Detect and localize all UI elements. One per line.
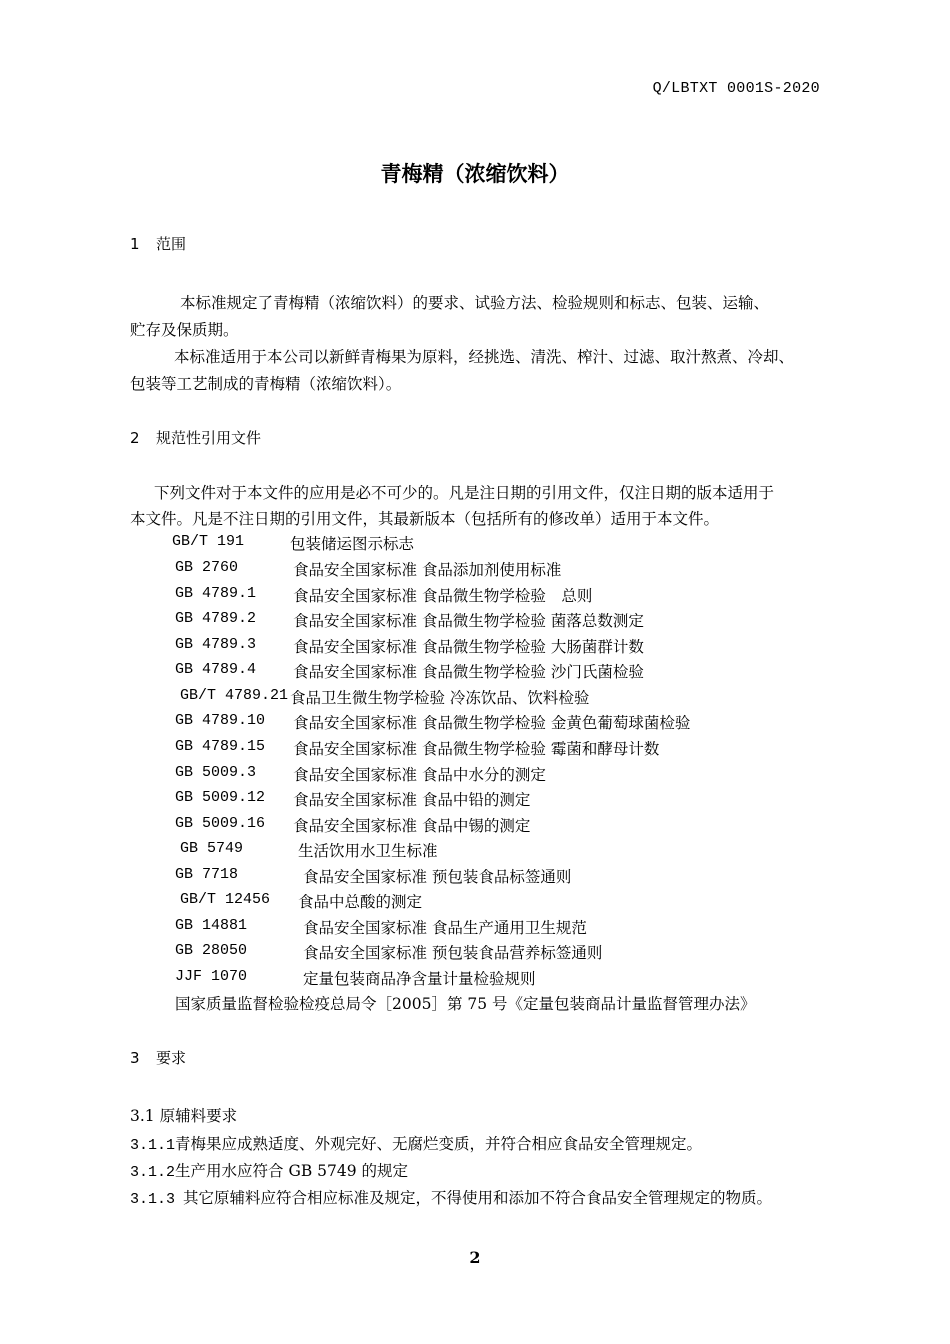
reference-title: 食品安全国家标准 食品中水分的测定 (293, 766, 546, 784)
scope-paragraph-2-line-1: 本标准适用于本公司以新鲜青梅果为原料，经挑选、清洗、榨汁、过滤、取汁熬煮、冷却、 (174, 348, 795, 366)
reference-title: 食品安全国家标准 食品中锡的测定 (293, 817, 531, 835)
scope-paragraph-2-line-2: 包装等工艺制成的青梅精（浓缩饮料）。 (130, 375, 402, 393)
reference-title: 食品安全国家标准 食品微生物学检验 霉菌和酵母计数 (293, 740, 660, 758)
requirement-text: 青梅果应成熟适度、外观完好、无腐烂变质，并符合相应食品安全管理规定。 (175, 1135, 703, 1153)
reference-code: GB 2760 (175, 559, 239, 576)
requirement-text: 其它原辅料应符合相应标准及规定，不得使用和添加不符合食品安全管理规定的物质。 (183, 1189, 773, 1207)
reference-title: 食品卫生微生物学检验 冷冻饮品、饮料检验 (290, 689, 590, 707)
reference-code: GB 4789.1 (175, 585, 257, 602)
reference-code: GB 5009.3 (175, 764, 257, 781)
requirement-3-1-2 (130, 1159, 408, 1181)
reference-decree: 国家质量监督检验检疫总局令［2005］第 75 号《定量包装商品计量监督管理办法》 (175, 995, 756, 1013)
reference-title: 食品安全国家标准 食品微生物学检验 金黄色葡萄球菌检验 (293, 714, 691, 732)
section-2-title: 规范性引用文件 (156, 429, 262, 447)
requirement-3-1-1 (130, 1132, 702, 1154)
section-2-heading (130, 427, 261, 448)
reference-title: 食品安全国家标准 食品添加剂使用标准 (293, 561, 562, 579)
reference-code: GB 7718 (175, 866, 239, 883)
subsection-3-1-heading: 3.1 原辅料要求 (130, 1107, 238, 1125)
section-1-number: 1 (130, 235, 140, 253)
reference-title: 食品安全国家标准 食品微生物学检验 大肠菌群计数 (293, 638, 644, 656)
reference-code: GB/T 191 (172, 533, 245, 550)
reference-title: 包装储运图示标志 (290, 535, 415, 553)
reference-code: GB/T 12456 (180, 891, 271, 908)
section-1-title: 范围 (156, 235, 187, 253)
references-intro-line-1: 下列文件对于本文件的应用是必不可少的。凡是注日期的引用文件，仅注日期的版本适用于 (154, 484, 775, 502)
scope-paragraph-1-line-1: 本标准规定了青梅精（浓缩饮料）的要求、试验方法、检验规则和标志、包装、运输、 (180, 294, 770, 312)
reference-code: GB 4789.10 (175, 712, 266, 729)
reference-code: GB 4789.4 (175, 661, 257, 678)
reference-title: 食品安全国家标准 预包装食品营养标签通则 (303, 944, 603, 962)
reference-title: 定量包装商品净含量计量检验规则 (303, 970, 536, 988)
scope-paragraph-1-line-2: 贮存及保质期。 (130, 321, 239, 339)
requirement-3-1-3 (130, 1186, 772, 1208)
reference-title: 食品安全国家标准 食品微生物学检验 总则 (293, 587, 593, 605)
reference-code: GB 14881 (175, 917, 248, 934)
reference-code: GB 4789.3 (175, 636, 257, 653)
requirement-number: 3.1.2 (130, 1164, 176, 1181)
reference-code: JJF 1070 (175, 968, 248, 985)
reference-code: GB 5009.16 (175, 815, 266, 832)
reference-title: 食品安全国家标准 预包装食品标签通则 (303, 868, 572, 886)
section-3-heading (130, 1047, 186, 1068)
requirement-text: 生产用水应符合 GB 5749 的规定 (175, 1162, 409, 1180)
section-1-heading (130, 233, 186, 254)
page-number: 2 (469, 1248, 481, 1267)
reference-title: 生活饮用水卫生标准 (298, 842, 438, 860)
section-3-title: 要求 (156, 1049, 187, 1067)
reference-title: 食品安全国家标准 食品中铅的测定 (293, 791, 531, 809)
reference-code: GB/T 4789.21 (180, 687, 289, 704)
reference-title: 食品安全国家标准 食品生产通用卫生规范 (303, 919, 587, 937)
requirement-number: 3.1.1 (130, 1137, 176, 1154)
reference-title: 食品中总酸的测定 (298, 893, 423, 911)
reference-code: GB 28050 (175, 942, 248, 959)
document-number: Q/LBTXT 0001S-2020 (652, 80, 820, 97)
reference-code: GB 5749 (180, 840, 244, 857)
references-intro-line-2: 本文件。凡是不注日期的引用文件，其最新版本（包括所有的修改单）适用于本文件。 (130, 510, 720, 528)
requirement-number: 3.1.3 (130, 1191, 176, 1208)
page-title: 青梅精（浓缩饮料） (380, 161, 570, 186)
reference-title: 食品安全国家标准 食品微生物学检验 菌落总数测定 (293, 612, 644, 630)
reference-code: GB 4789.2 (175, 610, 257, 627)
reference-title: 食品安全国家标准 食品微生物学检验 沙门氏菌检验 (293, 663, 644, 681)
section-3-number: 3 (130, 1049, 140, 1067)
reference-code: GB 4789.15 (175, 738, 266, 755)
section-2-number: 2 (130, 429, 140, 447)
reference-code: GB 5009.12 (175, 789, 266, 806)
